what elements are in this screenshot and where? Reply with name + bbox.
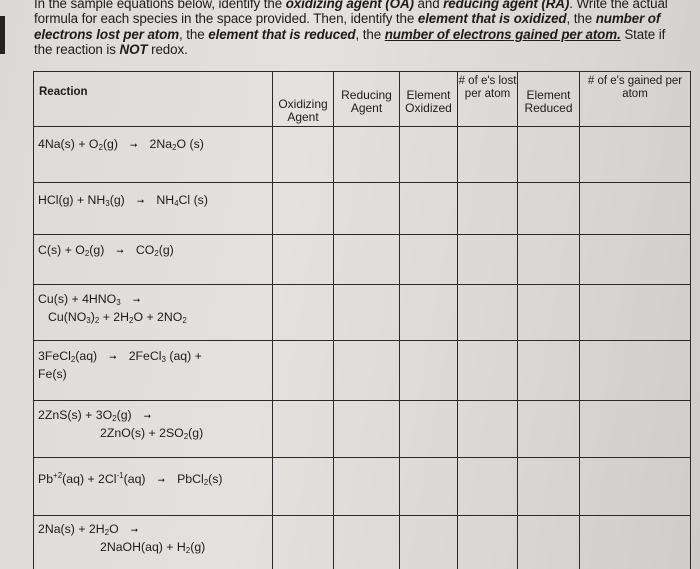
oxidizing-agent-cell[interactable] [273,285,334,341]
formula-text: 3FeCl [38,349,71,363]
formula-text: (g) [109,193,125,207]
formula-text: Cl (s) [178,193,208,207]
subscript: 3 [116,298,121,307]
oxidizing-agent-cell[interactable] [273,401,334,458]
formula-text: 2ZnS(s) + 3O [38,408,113,422]
formula-text: (aq) [75,349,98,363]
reaction-arrow-icon: ➞ [116,246,124,256]
header-element-reduced: Element Reduced [518,72,580,127]
header-row [34,72,691,127]
reaction-cell [34,401,273,458]
subscript: 3 [86,316,91,325]
subscript: 2 [182,316,187,325]
formula-text: (g) [188,426,204,440]
element-oxidized-cell[interactable] [400,458,458,516]
not-term: NOT [119,41,148,57]
lost-per-atom-cell[interactable] [458,516,518,569]
formula-text: O [109,522,119,536]
oxidizing-agent-cell[interactable] [273,235,334,285]
element-oxidized-cell[interactable] [400,127,458,183]
lost-per-atom-cell[interactable] [458,401,518,458]
redox-table [33,71,691,569]
formula-text: O + 2NO [133,310,183,324]
reaction-line [38,367,272,382]
binder-mark [0,16,5,54]
subscript: 3 [105,199,110,208]
subscript: 2 [70,355,76,364]
reaction-row [34,127,691,183]
formula-text: (s) [208,472,223,486]
reaction-cell [34,285,273,341]
reaction-row [34,341,691,401]
reaction-arrow-icon: ➞ [132,295,141,305]
gained-per-atom-cell[interactable] [580,127,691,183]
subscript: 2 [185,546,191,555]
subscript: 2 [129,316,134,325]
instr-text: , the [355,26,385,42]
reaction-cell [34,235,273,285]
reaction-line [38,540,272,558]
lost-term: number of electrons lost per atom [34,11,661,42]
reaction-row [34,516,691,569]
reaction-line [38,310,272,328]
oxidizing-agent-cell[interactable] [273,127,334,183]
reaction-cell [34,127,273,183]
subscript: 2 [104,528,110,537]
header-lost-per-atom: # of e's lost per atom [458,72,518,127]
reaction-arrow-icon: ➞ [109,352,117,362]
instr-text: , the [566,11,596,27]
formula-text: Fe(s) [38,367,67,381]
lost-per-atom-cell[interactable] [458,341,518,401]
formula-text: 2NaOH(aq) + H [100,540,186,554]
element-reduced-term: element that is reduced [208,26,356,42]
gained-per-atom-cell[interactable] [580,401,691,458]
element-oxidized-cell[interactable] [400,285,458,341]
header-oxidizing-agent: Oxidizing Agent [273,72,334,127]
ra-term: reducing agent (RA) [443,0,570,11]
element-reduced-cell[interactable] [518,401,580,458]
subscript: 2 [183,432,189,441]
reducing-agent-cell[interactable] [334,458,400,516]
element-reduced-cell[interactable] [518,341,580,401]
subscript: 2 [112,414,117,423]
oxidizing-agent-cell[interactable] [273,458,334,516]
element-reduced-cell[interactable] [518,285,580,341]
instr-text: State if the reaction is [34,26,666,57]
oa-term: oxidizing agent (OA) [285,0,414,11]
instr-text: , the [179,26,209,42]
reaction-row [34,235,691,285]
element-reduced-cell[interactable] [518,127,580,183]
oxidizing-agent-cell[interactable] [273,341,334,401]
reaction-cell [34,458,273,516]
superscript: -1 [116,471,124,480]
formula-text: PbCl [177,472,204,486]
formula-text: 2Na [149,137,173,151]
subscript: 4 [174,199,179,208]
gained-per-atom-cell[interactable] [580,285,691,341]
formula-text: CO [135,243,155,257]
instr-text: In the sample equations below, identify the [34,0,286,11]
gained-per-atom-cell[interactable] [580,183,691,235]
formula-text: 2ZnO(s) + 2SO [100,426,184,440]
lost-per-atom-cell[interactable] [458,285,518,341]
reaction-row [34,401,691,458]
reaction-cell [34,341,273,401]
reaction-line [38,137,272,155]
reaction-arrow-icon: ➞ [136,196,145,206]
formula-text: + 2H [99,310,130,324]
element-oxidized-cell[interactable] [400,401,458,458]
subscript: 2 [84,249,90,258]
reaction-row [34,458,691,516]
element-reduced-cell[interactable] [518,516,580,569]
formula-text: (g) [89,243,105,257]
oxidizing-agent-cell[interactable] [273,183,334,235]
formula-text: Cu(s) + 4HNO [38,292,117,306]
reaction-arrow-icon: ➞ [129,140,138,150]
gained-per-atom-cell[interactable] [580,458,691,516]
reaction-arrow-icon: ➞ [157,475,166,485]
reducing-agent-cell[interactable] [334,516,400,569]
formula-text: (g) [190,540,206,554]
reducing-agent-cell[interactable] [334,341,400,401]
lost-per-atom-cell[interactable] [458,458,518,516]
element-oxidized-cell[interactable] [400,183,458,235]
lost-per-atom-cell[interactable] [458,235,518,285]
element-oxidized-cell[interactable] [400,341,458,401]
gained-per-atom-cell[interactable] [580,516,691,569]
reaction-cell [34,516,273,569]
formula-text: ) [90,310,95,324]
formula-text: 2Na(s) + 2H [38,522,105,536]
reaction-line [38,193,272,211]
subscript: 2 [203,478,209,487]
reducing-agent-cell[interactable] [334,235,400,285]
reaction-line [38,243,272,261]
subscript: 2 [98,143,103,152]
header-reaction: Reaction [34,72,273,127]
formula-text: (aq) + 2Cl [62,472,117,486]
formula-text: NH [156,193,175,207]
lost-per-atom-cell[interactable] [458,127,518,183]
header-reducing-agent: Reducing Agent [334,72,400,127]
subscript: 2 [172,143,177,152]
header-element-oxidized: Element Oxidized [400,72,458,127]
formula-text: (g) [158,243,174,257]
instr-text: . Write the actual formula for each species in the space provided. Then, identify the [34,0,668,27]
formula-text: HCl(g) + NH [38,193,106,207]
lost-per-atom-cell[interactable] [458,183,518,235]
reaction-row [34,285,691,341]
formula-text: C(s) + O [38,243,85,257]
element-oxidized-term: element that is oxidized [417,11,567,27]
formula-text: O (s) [176,137,204,151]
reaction-arrow-icon: ➞ [130,525,139,535]
element-reduced-cell[interactable] [518,458,580,516]
subscript: 2 [154,249,159,258]
superscript: +2 [53,471,63,480]
reducing-agent-cell[interactable] [334,285,400,341]
reaction-row [34,183,691,235]
instr-text: and [413,0,444,11]
gained-per-atom-cell[interactable] [580,341,691,401]
header-gained-per-atom: # of e's gained per atom [580,72,691,127]
gained-term: number of electrons gained per atom. [384,26,621,42]
reaction-cell [34,183,273,235]
oxidizing-agent-cell[interactable] [273,516,334,569]
formula-text: (g) [116,408,132,422]
gained-per-atom-cell[interactable] [580,235,691,285]
element-oxidized-cell[interactable] [400,516,458,569]
element-oxidized-cell[interactable] [400,235,458,285]
reducing-agent-cell[interactable] [334,401,400,458]
formula-text: 4Na(s) + O [38,137,99,151]
reaction-line [38,349,272,367]
formula-text: (g) [102,137,118,151]
formula-text: (aq) [123,472,146,486]
formula-text: Cu(NO [48,310,87,324]
element-reduced-cell[interactable] [518,183,580,235]
subscript: 2 [94,316,100,325]
instructions-paragraph [34,0,674,57]
formula-text: (aq) + [165,349,202,363]
reaction-line [38,426,272,444]
reaction-line [38,292,272,310]
reducing-agent-cell[interactable] [334,183,400,235]
subscript: 3 [161,355,166,364]
reaction-line [38,408,272,426]
instr-text: redox. [147,41,188,57]
reaction-line [38,522,272,540]
element-reduced-cell[interactable] [518,235,580,285]
formula-text: 2FeCl [128,349,162,363]
formula-text: Pb [38,472,54,486]
reaction-line [38,468,272,490]
reducing-agent-cell[interactable] [334,127,400,183]
reaction-arrow-icon: ➞ [143,411,152,421]
